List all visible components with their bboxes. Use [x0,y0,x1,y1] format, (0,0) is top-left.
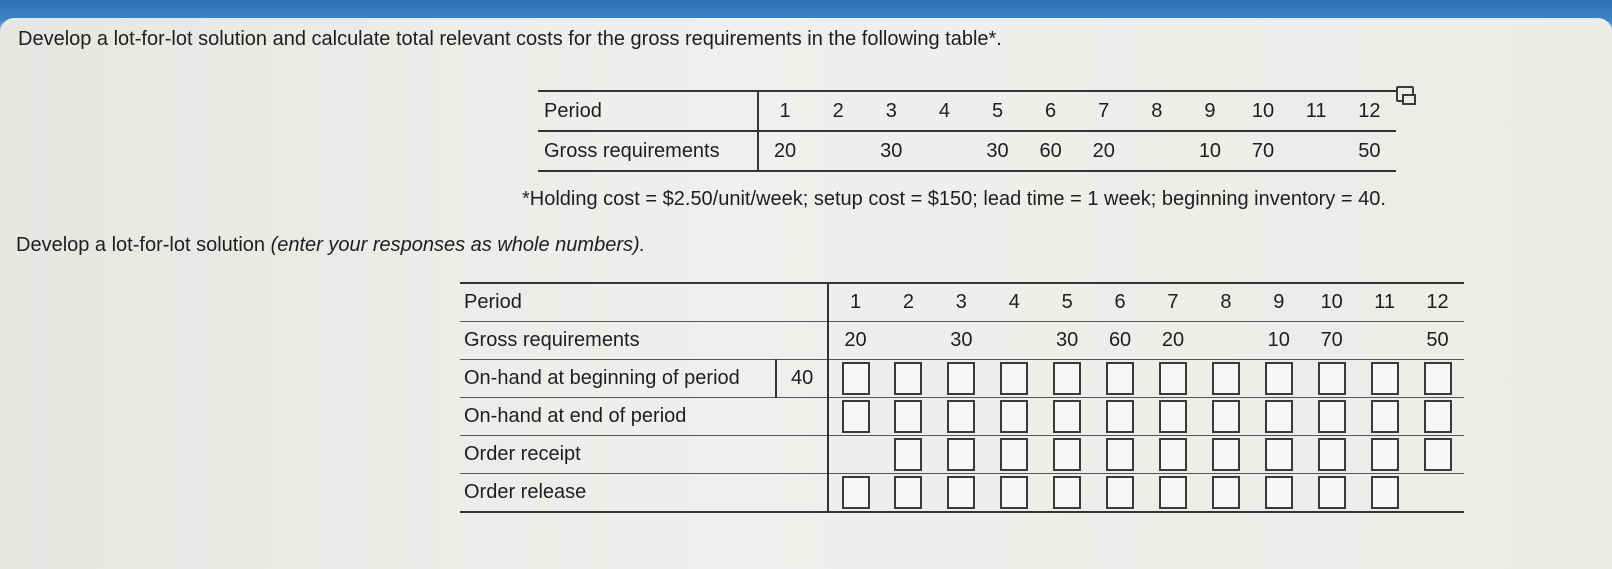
order-receipt-input-p11[interactable] [1371,438,1399,471]
onhand-end-input-p7[interactable] [1159,400,1187,433]
order-receipt-input-p12[interactable] [1424,438,1452,471]
gross-cell: 20 [1092,139,1115,162]
onhand-begin-cell [1147,360,1200,398]
onhand-end-cell [882,398,935,436]
cost-footnote: *Holding cost = $2.50/unit/week; setup cost = $150; lead time = 1 week; beginning inventory = 40. [522,188,1386,210]
onhand-begin-cell [1358,360,1411,398]
order-receipt-input-p8[interactable] [1212,438,1240,471]
order-receipt-cell [882,436,935,474]
order-release-cell [935,474,988,513]
gross-cell: 50 [1411,322,1464,360]
gross-cell: 20 [1147,322,1200,360]
order-release-cell [1305,474,1358,513]
order-release-cell [1041,474,1094,513]
onhand-begin-input-p12[interactable] [1424,362,1452,395]
onhand-begin-input-p8[interactable] [1212,362,1240,395]
instruction-main: Develop a lot-for-lot solution [16,234,271,256]
onhand-end-cell [1411,398,1464,436]
order-release-row [460,474,1464,513]
order-receipt-cell [1411,436,1464,474]
onhand-end-cell [1094,398,1147,436]
order-release-cell [882,474,935,513]
period-cell: 4 [918,91,971,131]
gross-cell [1199,322,1252,360]
order-receipt-cell [1252,436,1305,474]
onhand-end-cell [1358,398,1411,436]
period-cell: 7 [1147,283,1200,322]
gross-cell: 10 [1252,322,1305,360]
onhand-end-input-p1[interactable] [842,400,870,433]
gross-cell: 30 [880,139,903,162]
gross-cell: 70 [1251,139,1275,162]
onhand-begin-cell [1041,360,1094,398]
order-release-input-p1[interactable] [842,476,870,509]
order-release-input-p10[interactable] [1318,476,1346,509]
onhand-begin-input-p5[interactable] [1053,362,1081,395]
onhand-begin-cell [1305,360,1358,398]
onhand-end-cell [935,398,988,436]
lot-for-lot-table [460,282,1464,513]
order-release-cell [1199,474,1252,513]
period-cell: 8 [1199,283,1252,322]
order-receipt-cell [1358,436,1411,474]
onhand-end-input-p2[interactable] [894,400,922,433]
period-cell: 3 [865,91,918,131]
gross-cell: 10 [1198,139,1222,162]
order-receipt-cell [1041,436,1094,474]
order-receipt-cell [935,436,988,474]
onhand-end-input-p5[interactable] [1053,400,1081,433]
order-release-cell [988,474,1041,513]
gross-cell: 60 [1094,322,1147,360]
order-receipt-cell [1147,436,1200,474]
onhand-begin-input-p9[interactable] [1265,362,1293,395]
order-receipt-cell [1199,436,1252,474]
order-receipt-input-p2[interactable] [894,438,922,471]
period-cell: 5 [971,91,1024,131]
onhand-begin-cell [988,360,1041,398]
onhand-begin-input-p11[interactable] [1371,362,1399,395]
period-cell: 1 [758,91,812,131]
order-receipt-input-p3[interactable] [947,438,975,471]
onhand-end-cell [1041,398,1094,436]
order-receipt-cell [1305,436,1358,474]
order-release-input-p9[interactable] [1265,476,1293,509]
order-release-cell-empty [1411,474,1464,513]
period-cell: 9 [1183,91,1236,131]
order-release-input-p5[interactable] [1053,476,1081,509]
order-receipt-label: Order receipt [460,436,828,474]
gross-cell [812,131,865,171]
gross-cell [1130,131,1183,171]
work-period-row [460,283,1464,322]
onhand-end-label: On-hand at end of period [460,398,828,436]
period-label: Period [460,283,828,322]
order-release-cell [1147,474,1200,513]
work-gross-row [460,322,1464,360]
period-cell: 12 [1411,283,1464,322]
onhand-end-cell [1147,398,1200,436]
order-receipt-cell [988,436,1041,474]
onhand-begin-input-p3[interactable] [947,362,975,395]
onhand-begin-cell [1411,360,1464,398]
order-release-cell [1358,474,1411,513]
onhand-begin-cell [1252,360,1305,398]
order-release-input-p3[interactable] [947,476,975,509]
onhand-begin-cell [1094,360,1147,398]
onhand-begin-input-p2[interactable] [894,362,922,395]
order-release-input-p7[interactable] [1159,476,1187,509]
onhand-end-cell [828,398,882,436]
onhand-begin-cell [828,360,882,398]
order-release-cell [1252,474,1305,513]
gross-cell [1290,131,1343,171]
gross-cell: 60 [1039,139,1062,162]
onhand-end-cell [1252,398,1305,436]
onhand-begin-cell [882,360,935,398]
gross-cell [882,322,935,360]
gross-cell [1358,322,1411,360]
onhand-end-cell [988,398,1041,436]
order-receipt-input-p4[interactable] [1000,438,1028,471]
gross-cell: 30 [935,322,988,360]
order-receipt-input-p6[interactable] [1106,438,1134,471]
instruction-italic: (enter your responses as whole numbers). [270,234,646,256]
gross-cell: 70 [1305,322,1358,360]
instruction-text [16,234,645,257]
period-cell: 1 [828,283,882,322]
order-release-input-p11[interactable] [1371,476,1399,509]
order-release-input-p2[interactable] [894,476,922,509]
period-cell: 11 [1358,283,1411,322]
order-release-cell [1094,474,1147,513]
order-release-label: Order release [460,474,828,513]
onhand-end-row [460,398,1464,436]
given-gross-row [538,131,1396,171]
gross-requirements-label: Gross requirements [538,131,758,171]
period-cell: 7 [1077,91,1130,131]
gross-cell [988,322,1041,360]
copy-icon[interactable] [1396,86,1414,102]
gross-cell: 50 [1358,139,1381,162]
onhand-end-input-p10[interactable] [1318,400,1346,433]
order-receipt-input-p5[interactable] [1053,438,1081,471]
order-receipt-cell [1094,436,1147,474]
onhand-end-input-p6[interactable] [1106,400,1134,433]
beginning-inventory-value: 40 [776,360,828,398]
order-receipt-input-p9[interactable] [1265,438,1293,471]
onhand-begin-input-p6[interactable] [1106,362,1134,395]
period-cell: 3 [935,283,988,322]
order-release-input-p4[interactable] [1000,476,1028,509]
order-release-input-p6[interactable] [1106,476,1134,509]
period-cell: 2 [812,91,865,131]
onhand-begin-input-p1[interactable] [842,362,870,395]
onhand-end-input-p3[interactable] [947,400,975,433]
given-period-row [538,91,1396,131]
order-receipt-input-p10[interactable] [1318,438,1346,471]
order-release-cell [828,474,882,513]
period-cell: 2 [882,283,935,322]
onhand-end-input-p8[interactable] [1212,400,1240,433]
onhand-end-input-p9[interactable] [1265,400,1293,433]
question-text: Develop a lot-for-lot solution and calculate total relevant costs for the gross requirements in the following table*. [18,28,1002,50]
order-receipt-input-p7[interactable] [1159,438,1187,471]
onhand-begin-label: On-hand at beginning of period [460,360,776,398]
gross-cell [918,131,971,171]
onhand-end-input-p11[interactable] [1371,400,1399,433]
onhand-begin-row [460,360,1464,398]
order-receipt-row [460,436,1464,474]
given-requirements-table [538,90,1396,172]
period-cell: 12 [1343,91,1396,131]
onhand-begin-input-p7[interactable] [1159,362,1187,395]
order-receipt-cell-empty [828,436,882,474]
period-cell: 11 [1290,91,1343,131]
period-cell: 6 [1094,283,1147,322]
gross-cell: 30 [1041,322,1094,360]
onhand-end-input-p4[interactable] [1000,400,1028,433]
onhand-begin-input-p4[interactable] [1000,362,1028,395]
gross-cell: 30 [986,139,1009,162]
period-cell: 8 [1130,91,1183,131]
onhand-end-cell [1199,398,1252,436]
period-cell: 4 [988,283,1041,322]
onhand-begin-cell [935,360,988,398]
period-label: Period [538,91,758,131]
period-cell: 5 [1041,283,1094,322]
onhand-end-cell [1305,398,1358,436]
period-cell: 10 [1305,283,1358,322]
onhand-begin-input-p10[interactable] [1318,362,1346,395]
gross-requirements-label: Gross requirements [460,322,828,360]
gross-cell: 20 [773,139,797,162]
period-cell: 10 [1237,91,1290,131]
period-cell: 9 [1252,283,1305,322]
onhand-end-input-p12[interactable] [1424,400,1452,433]
gross-cell: 20 [828,322,882,360]
onhand-begin-cell [1199,360,1252,398]
period-cell: 6 [1024,91,1077,131]
order-release-input-p8[interactable] [1212,476,1240,509]
